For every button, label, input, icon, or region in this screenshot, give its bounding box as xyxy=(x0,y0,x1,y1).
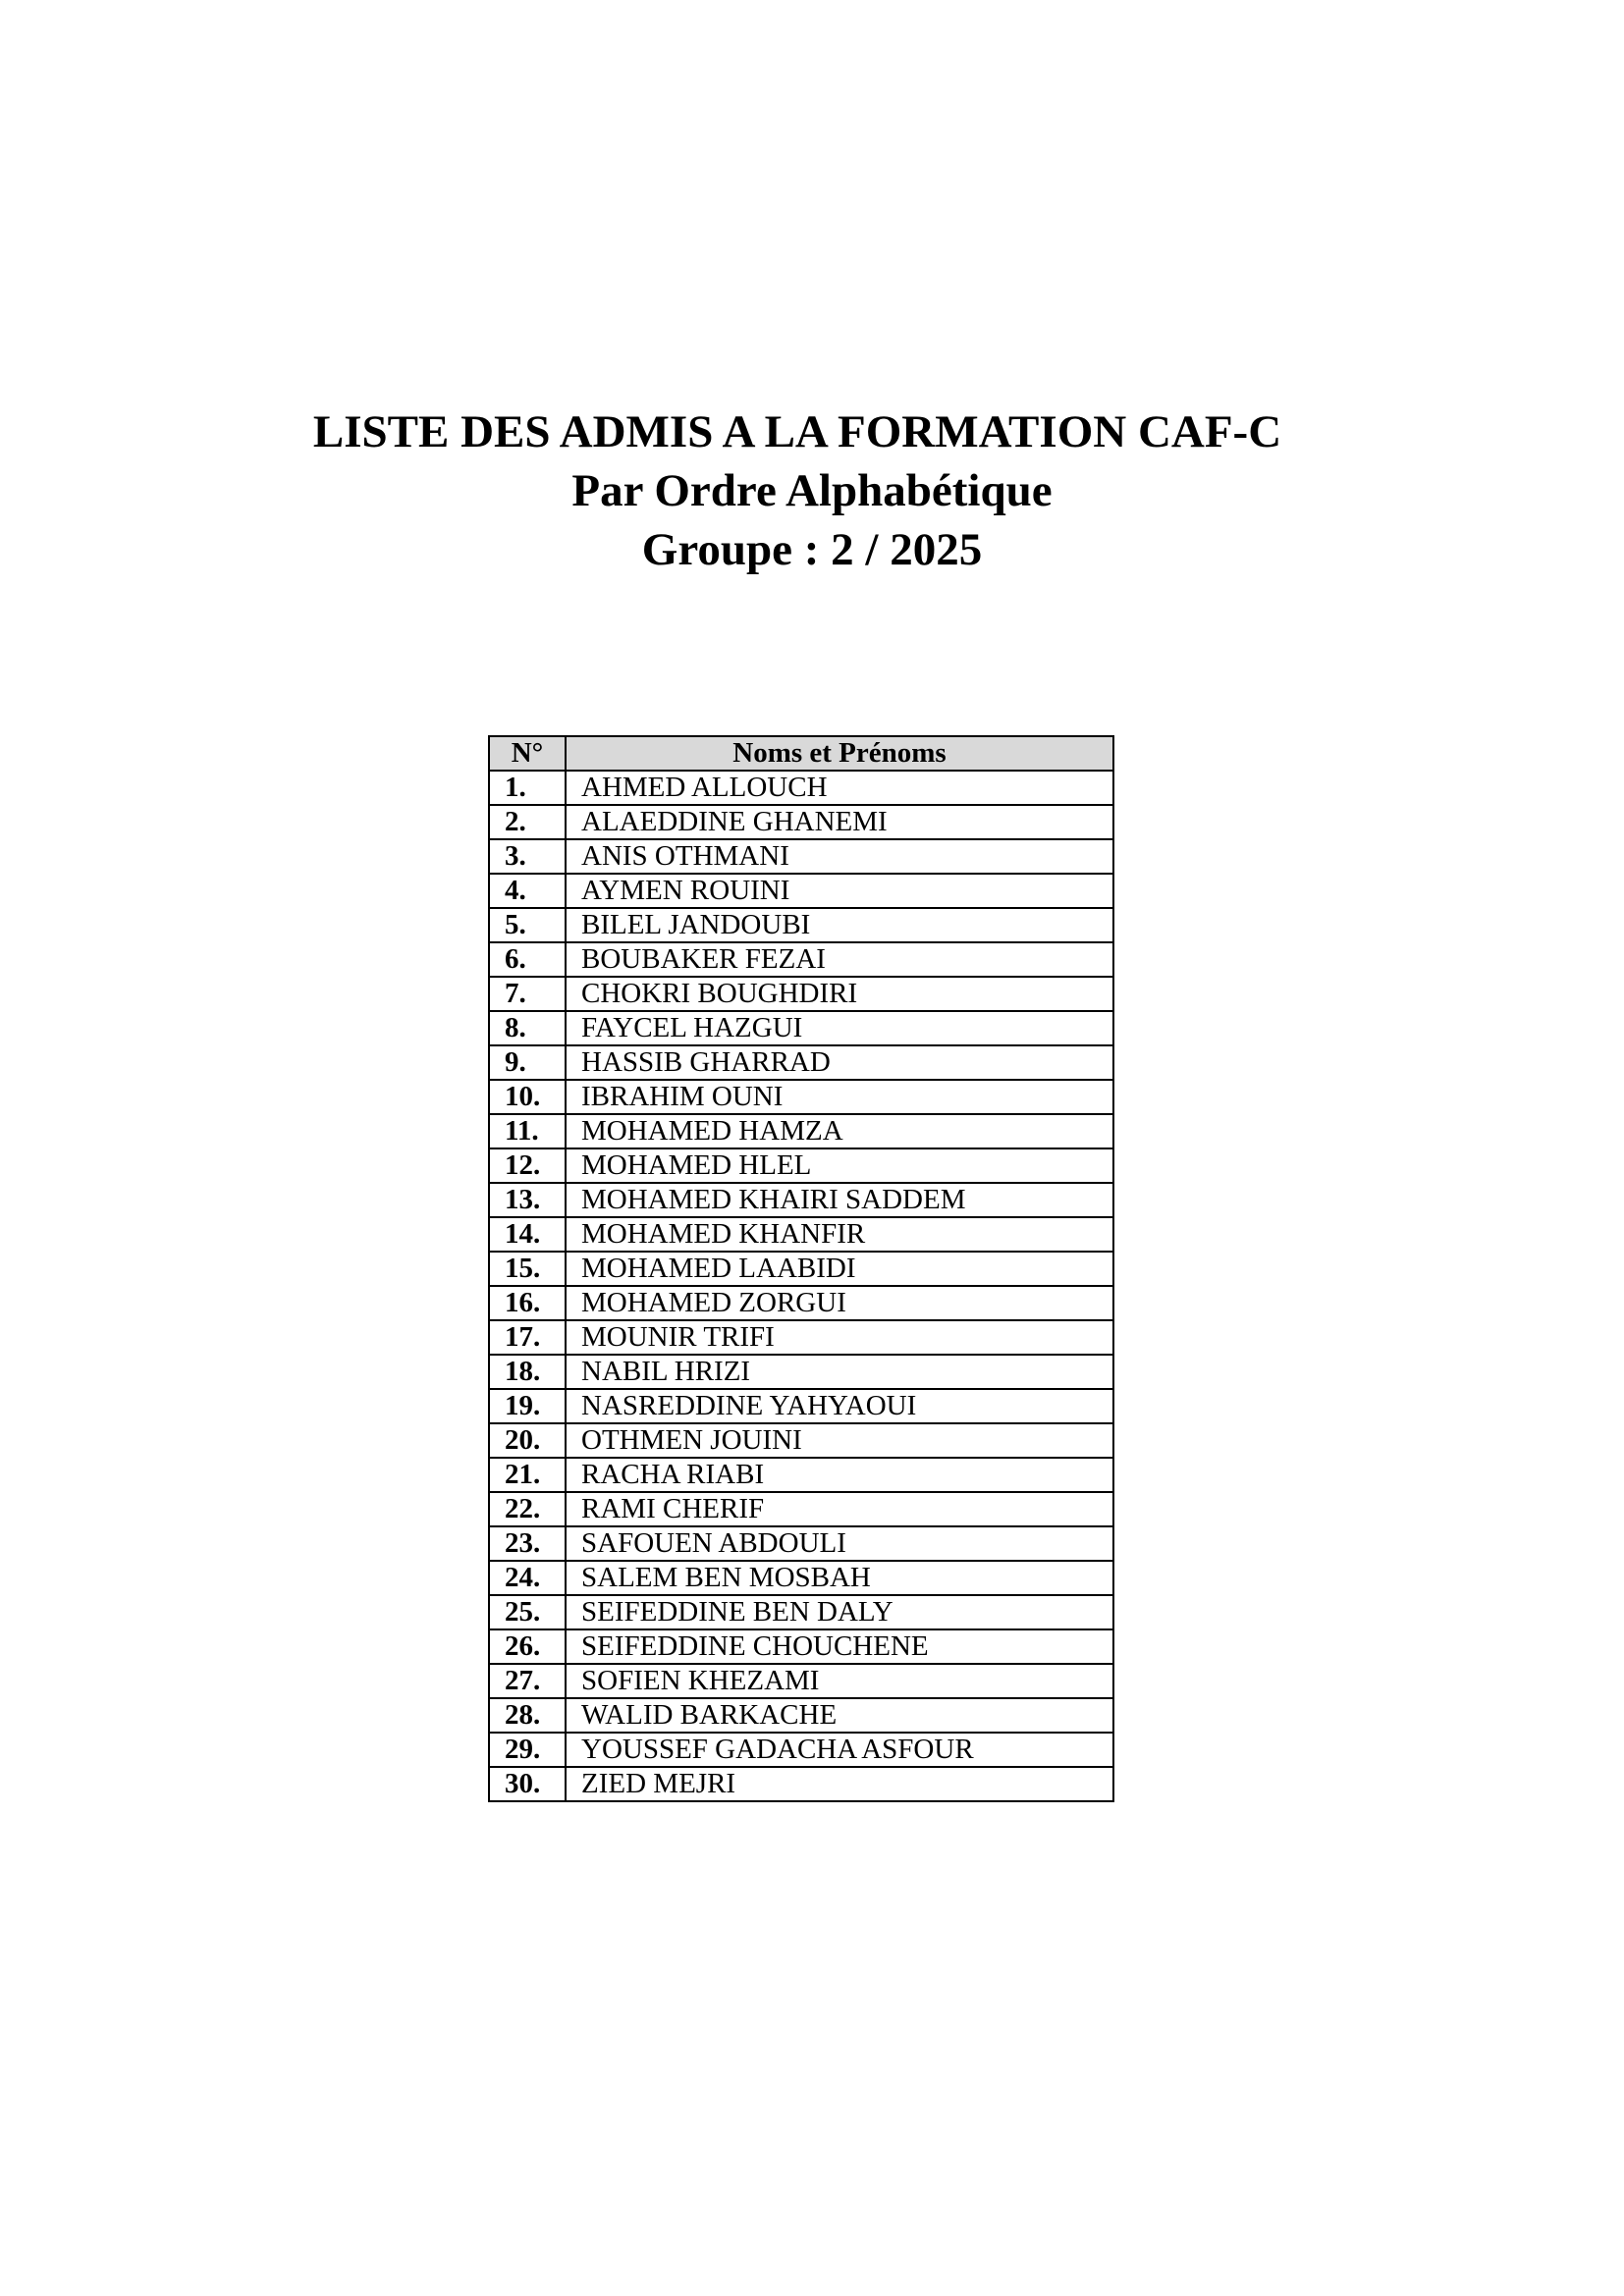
row-name: MOHAMED HLEL xyxy=(566,1148,1113,1183)
row-number: 13. xyxy=(489,1183,566,1217)
row-name: CHOKRI BOUGHDIRI xyxy=(566,977,1113,1011)
row-name: SOFIEN KHEZAMI xyxy=(566,1664,1113,1698)
row-number: 10. xyxy=(489,1080,566,1114)
row-number: 15. xyxy=(489,1252,566,1286)
row-number: 1. xyxy=(489,771,566,805)
row-number: 26. xyxy=(489,1629,566,1664)
table-row xyxy=(489,1664,1113,1698)
row-number: 3. xyxy=(489,839,566,874)
row-name: SEIFEDDINE CHOUCHENE xyxy=(566,1629,1113,1664)
row-name: FAYCEL HAZGUI xyxy=(566,1011,1113,1045)
row-name: RACHA RIABI xyxy=(566,1458,1113,1492)
table-row xyxy=(489,1183,1113,1217)
row-number: 30. xyxy=(489,1767,566,1801)
table-row xyxy=(489,1561,1113,1595)
table-row xyxy=(489,1045,1113,1080)
admitted-list-table xyxy=(488,735,1114,1802)
table-row xyxy=(489,1011,1113,1045)
table-row xyxy=(489,908,1113,942)
row-number: 9. xyxy=(489,1045,566,1080)
row-number: 5. xyxy=(489,908,566,942)
table-row xyxy=(489,874,1113,908)
table-row xyxy=(489,771,1113,805)
row-number: 25. xyxy=(489,1595,566,1629)
row-number: 29. xyxy=(489,1733,566,1767)
row-name: SAFOUEN ABDOULI xyxy=(566,1526,1113,1561)
row-name: MOHAMED HAMZA xyxy=(566,1114,1113,1148)
row-number: 27. xyxy=(489,1664,566,1698)
row-number: 22. xyxy=(489,1492,566,1526)
table-row xyxy=(489,1423,1113,1458)
header-names: Noms et Prénoms xyxy=(566,736,1113,771)
row-number: 19. xyxy=(489,1389,566,1423)
row-name: MOHAMED ZORGUI xyxy=(566,1286,1113,1320)
row-name: NABIL HRIZI xyxy=(566,1355,1113,1389)
row-name: ZIED MEJRI xyxy=(566,1767,1113,1801)
table-row xyxy=(489,1114,1113,1148)
table-row xyxy=(489,1733,1113,1767)
row-name: MOHAMED KHAIRI SADDEM xyxy=(566,1183,1113,1217)
row-number: 8. xyxy=(489,1011,566,1045)
table-row xyxy=(489,1698,1113,1733)
row-number: 2. xyxy=(489,805,566,839)
row-name: ALAEDDINE GHANEMI xyxy=(566,805,1113,839)
table-body xyxy=(489,771,1113,1801)
table-row xyxy=(489,977,1113,1011)
row-number: 21. xyxy=(489,1458,566,1492)
row-number: 18. xyxy=(489,1355,566,1389)
row-number: 6. xyxy=(489,942,566,977)
row-number: 28. xyxy=(489,1698,566,1733)
table-row xyxy=(489,1458,1113,1492)
row-name: RAMI CHERIF xyxy=(566,1492,1113,1526)
table-row xyxy=(489,1389,1113,1423)
table-row xyxy=(489,1767,1113,1801)
row-number: 4. xyxy=(489,874,566,908)
title-heading: LISTE DES ADMIS A LA FORMATION CAF-C xyxy=(312,406,1282,457)
row-number: 14. xyxy=(489,1217,566,1252)
header-number: N° xyxy=(489,736,566,771)
table-row xyxy=(489,1080,1113,1114)
row-name: MOHAMED KHANFIR xyxy=(566,1217,1113,1252)
title-group: Groupe : 2 / 2025 xyxy=(641,524,983,575)
row-name: YOUSSEF GADACHA ASFOUR xyxy=(566,1733,1113,1767)
row-name: AHMED ALLOUCH xyxy=(566,771,1113,805)
row-name: ANIS OTHMANI xyxy=(566,839,1113,874)
table-row xyxy=(489,1252,1113,1286)
table-row xyxy=(489,1526,1113,1561)
row-name: MOUNIR TRIFI xyxy=(566,1320,1113,1355)
row-number: 23. xyxy=(489,1526,566,1561)
table-row xyxy=(489,1355,1113,1389)
row-name: OTHMEN JOUINI xyxy=(566,1423,1113,1458)
row-name: BOUBAKER FEZAI xyxy=(566,942,1113,977)
table-row xyxy=(489,1595,1113,1629)
title-subheading: Par Ordre Alphabétique xyxy=(571,465,1053,516)
row-name: IBRAHIM OUNI xyxy=(566,1080,1113,1114)
table-row xyxy=(489,1320,1113,1355)
row-name: WALID BARKACHE xyxy=(566,1698,1113,1733)
table-row xyxy=(489,1629,1113,1664)
table-row xyxy=(489,839,1113,874)
row-number: 17. xyxy=(489,1320,566,1355)
table-row xyxy=(489,1217,1113,1252)
row-number: 24. xyxy=(489,1561,566,1595)
row-number: 16. xyxy=(489,1286,566,1320)
row-number: 12. xyxy=(489,1148,566,1183)
table-row xyxy=(489,805,1113,839)
row-number: 7. xyxy=(489,977,566,1011)
table-row xyxy=(489,1286,1113,1320)
row-name: BILEL JANDOUBI xyxy=(566,908,1113,942)
row-number: 11. xyxy=(489,1114,566,1148)
row-name: SEIFEDDINE BEN DALY xyxy=(566,1595,1113,1629)
row-name: NASREDDINE YAHYAOUI xyxy=(566,1389,1113,1423)
table-row xyxy=(489,1492,1113,1526)
row-name: SALEM BEN MOSBAH xyxy=(566,1561,1113,1595)
table-row xyxy=(489,942,1113,977)
row-name: HASSIB GHARRAD xyxy=(566,1045,1113,1080)
row-name: AYMEN ROUINI xyxy=(566,874,1113,908)
row-number: 20. xyxy=(489,1423,566,1458)
row-name: MOHAMED LAABIDI xyxy=(566,1252,1113,1286)
table-header-row xyxy=(489,736,1113,771)
document-title xyxy=(0,402,1624,579)
table-row xyxy=(489,1148,1113,1183)
